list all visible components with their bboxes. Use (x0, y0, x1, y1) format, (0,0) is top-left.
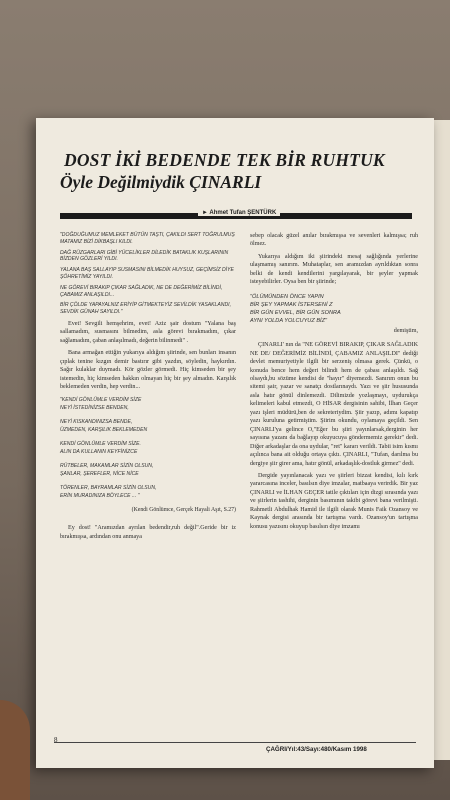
quote-tail: demiştim, (393, 327, 418, 334)
poem-stanza: "DOĞDUĞUMUZ MEMLEKET BÜTÜN TAŞTI, ÇAKILDI SERT TOĞRULMUŞ MATAMIZ BİZİ DİKBAŞLI KILDI. (60, 232, 235, 245)
body-paragraph: sebep olacak güzel anılar bırakmışsa ve sevenleri kalmışsa; ruh ölmez. (250, 233, 418, 248)
thumb (0, 700, 30, 800)
article-subtitle: Öyle Değilmiydik ÇINARLI (60, 172, 262, 192)
poem-line: ŞANLAR, ŞEREFLER, NİCE NİCE (60, 470, 139, 477)
poem-stanza: YALANA BAŞ SALLAYIP SUSMASINI BİLMEDİK HUYSUZ, GEÇİMSİZ DİYE ŞÖHRETİMİZ YAYILDI. (60, 267, 234, 280)
quote-line: AYNI YOLDA YOLCUYUZ BİZ" (250, 317, 328, 324)
citation: (Kendi Gönlümce, Gerçek Hayali Aşıt, S.27) (131, 506, 236, 513)
poem-stanza: NE GÖREVİ BIRAKIP ÇIKAR SAĞLADIK, NE DE DEĞERİMİZ BİLİNDİ, ÇABAMIZ ANLAŞILDI... (60, 284, 223, 298)
article-title: DOST İKİ BEDENDE TEK BİR RUHTUK (64, 150, 385, 170)
magazine-page (36, 118, 434, 768)
footer-rule (54, 742, 416, 743)
issue-info: ÇAĞRI/Yıl:43/Sayı:480/Kasım 1998 (266, 746, 367, 753)
page-number: 8 (54, 736, 58, 744)
poem-stanza: DAĞ RÜZGARLARI GİBİ YÜCELİKLER DİLEDİK BATAKLIK KUŞLARININ BİZDEN GÖZLERİ YILDI. (60, 249, 229, 263)
poem-line: ÜZMEDEN, KARŞILIK BEKLEMEDEN (60, 426, 148, 433)
quote-block (250, 293, 418, 325)
body-paragraph: Dergide yayınlanacak yazı ve şiirleri bizzat kendisi, kılı kırk yararcasına inceler, basılsın diye imzalar, matbaaya verirdik. Bir yaz ÇINARLI ve İLHAN GEÇER tatile çıktıları için dizgi sırasında yazı ve şiirlerin tashihi, derginin basımının takibi görevi bana verilmişti. Rahmetli Abdulhak Hamid ile ilgili olarak Munis Faik Ozansoy ve Kaynak dergisi arasında bir tartışma vardı. Ozansoy'un tartışma konusu yazısını okuyup basılsın diye imzamı (250, 472, 418, 530)
poem-line: "KENDİ GÖNLÜMLE VERDİM SİZE (60, 396, 142, 403)
quote-line: "ÖLÜMÜNDEN ÖNCE YAPIN (250, 293, 324, 300)
poem-line: TÖRENLER, BAYRAMLAR SİZİN OLSUN, (60, 484, 157, 491)
body-paragraph: Ey dost! "Aramızdan ayrılan bedendir,ruh değil".Geride bir iz bırakmışsa, ardından onu anmaya (60, 525, 236, 540)
poem-line: NEYİ KISKANDINIZSA BENDE, (60, 418, 133, 425)
author-byline: ► Ahmet Tufan ŞENTÜRK (198, 210, 280, 216)
body-paragraph: Yukarıya aldığım iki şiirindeki mesaj sağlığında yerlerine ulaşmamış sanırım. Muhataplar, sen aramızdan ayrıldıktan sonra belki de kendi kendilerini yargılayarak, bir şeyler yapmak isteyebilirler. Oysa ben bir şiirinde; (250, 253, 418, 286)
body-paragraph: ÇINARLI' nın da "NE GÖREVİ BIRAKIP, ÇIKAR SAĞLADIK NE DE/ DEĞERİMİZ BİLİNDİ, ÇABAMIZ ANLAŞILDI" dediği devlet memuriyetiyle ilgili bir serzeniş olmasa gerek. Çünkü, o konuda bence hem değeri bilindi hem de çabası anlaşıldı. Sağ olsaydı,bu sözüme kendisi de "hayır" diyemezdi. Sanırım onun bu sitemi şair, yazar ve sanatçı dostlarınaydı. Yazı ve şiir hususunda asla hatır gönül dinlemezdi. Dilimizde yozlaşmayı, uydurukça kelimeleri kabul etmezdi, O HİSAR dergisinin sahibi, İlhan Geçer yazı işleri müdürü,ben de sekreteriydim. Şiir yazıp, adımı kapatıp yazı kuruluna getirmiştim. Şiirim okundu, oylamaya geçildi. Sen ÇINARLI'ya gelince O,"Eğer bu şiiri yayınlarsak,derginin her sayısına yazanı da bağlayıp okuyucuya göndermemiz gerekir" dedi. Diğer arkadaşlar da ona uydular, "ret" kararı verildi. Tabii isim kısmı açılınca bana ait olduğu ortaya çıktı. ÇINARLI, "Tufan, darılma bu dergiye şiir girer ama, hatır gönül, arkadaşlık-dostluk girmez" dedi. (250, 342, 418, 467)
poem-block (60, 396, 236, 500)
left-column (60, 232, 236, 545)
poem-line: RÜTBELER, MAKAMLAR SİZİN OLSUN, (60, 462, 154, 469)
poem-line: KENDİ GÖNLÜMLE VERDİM SİZE. (60, 440, 141, 447)
poem-line: ALIN DA KULLANIN KEYFİNİZCE (60, 448, 138, 455)
poem-stanza: BİR ÇÖLDE YAPAYALNIZ ERİYİP GİTMEKTEYİZ SEVİLDİK YASAKLANDI, SEVDİK GÜNAH SAYILDI." (60, 302, 231, 316)
right-column (250, 232, 418, 535)
body-paragraph: Evet! Sevgili hemşehrim, evet! Aziz şair dostum "Yalana baş sallamadım, susmasını bilmedim, asla görevi bırakmadım, çıkar sağlamadım, çaban anlaşılmadı, değerin bilinmedi" . (60, 320, 236, 344)
poem-line: NEYİ İSTEDİNİZSE BENDEN, (60, 404, 129, 411)
quote-line: BİR ŞEY YAPMAK İSTERSENİ Z (250, 301, 333, 308)
quote-line: BİR GÜN EVVEL, BİR GÜN SONRA (250, 309, 341, 316)
body-paragraph: Bana armağan ettiğin yukarıya aldığım şiirinde, sen bunları insanın çıplak tenine kızgın demir bastırır gibi yazdın, söyledin, haykırdın. Sağır kulaklar duymadı. Kör gözler görmedi. Hiç kimseden bir şey istemedin, hiç kimseden hakkın olmayan hiç bir şey almadın. Karşılık beklemeden verdin, hep verdin... (60, 350, 236, 391)
poem-line: ERİN MURADINIZA BÖYLECE ... " (60, 492, 140, 499)
